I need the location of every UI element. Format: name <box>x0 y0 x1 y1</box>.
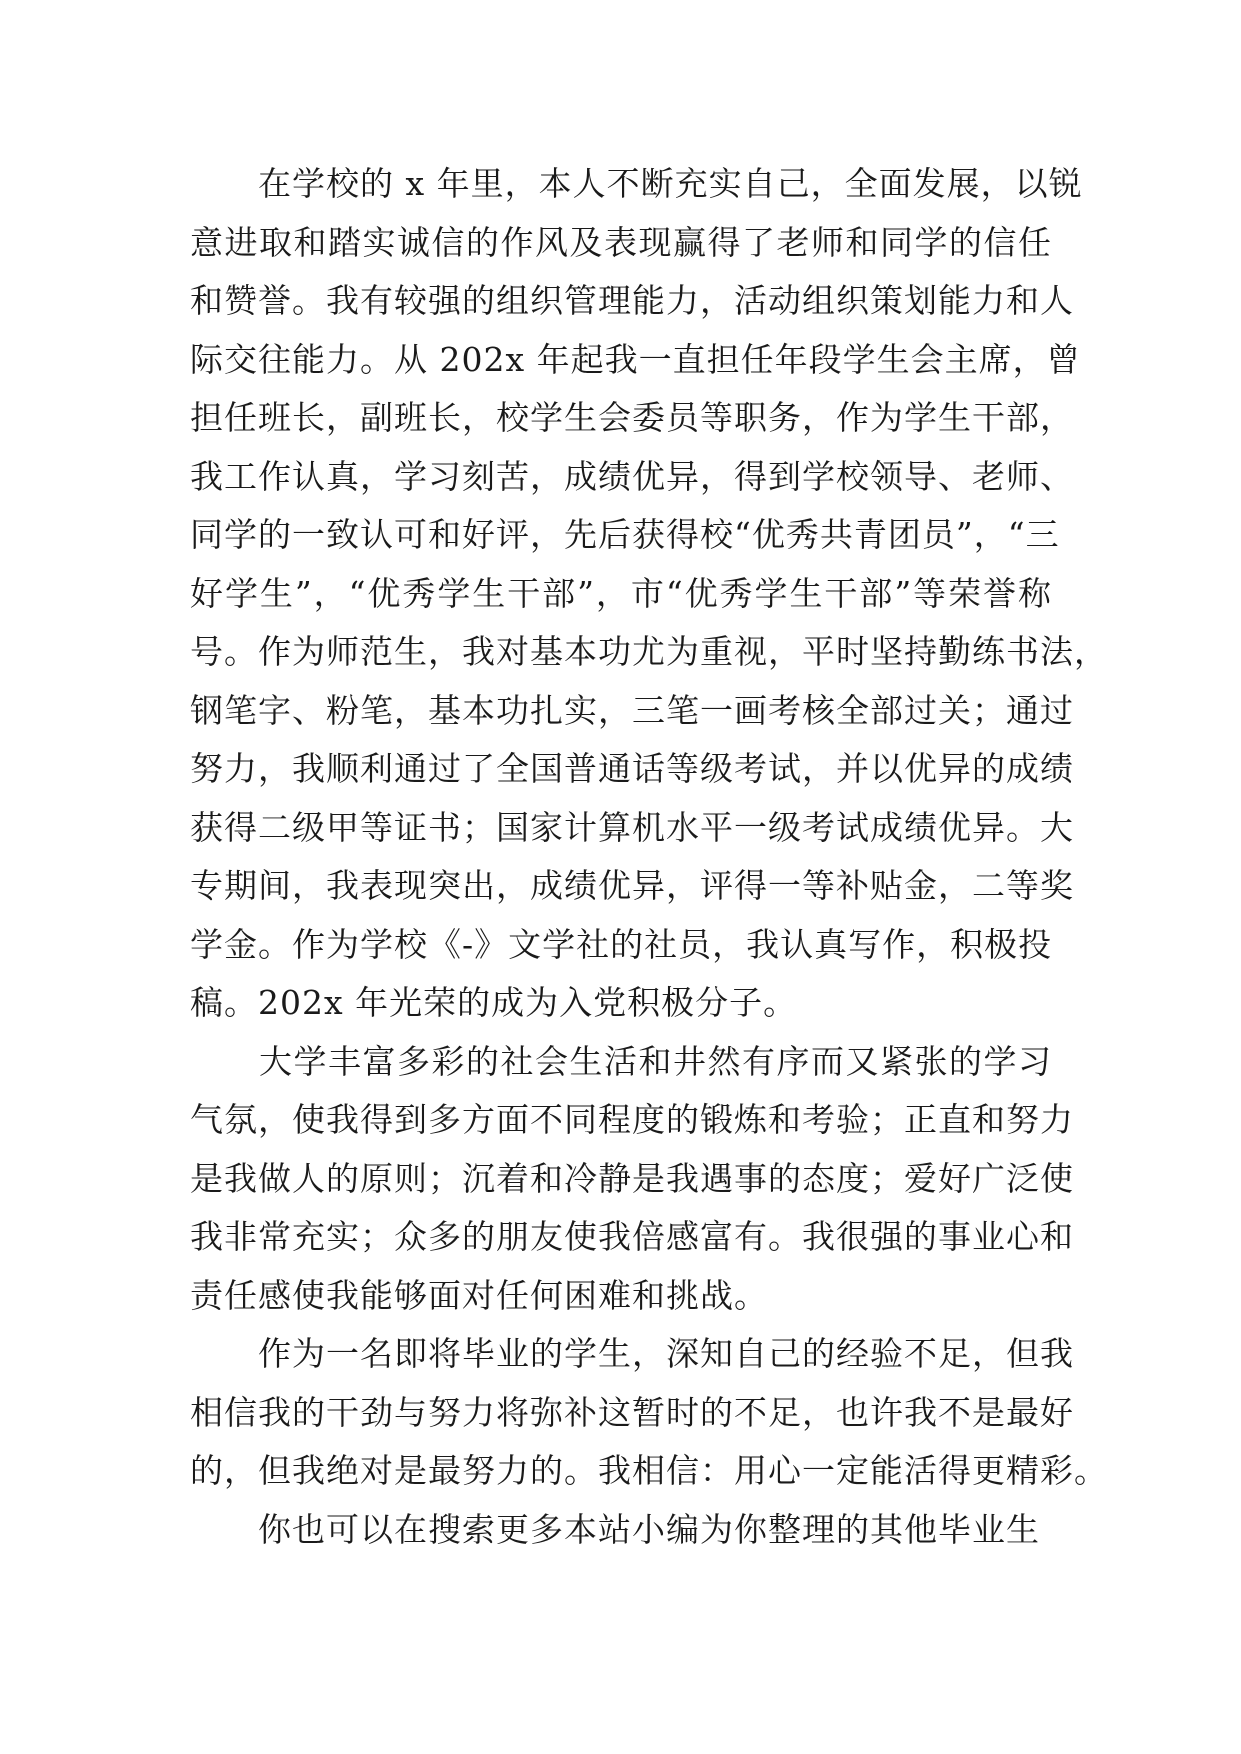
text-line: 大学丰富多彩的社会生活和井然有序而又紧张的学习 <box>190 1041 1052 1081</box>
text-line: 意进取和踏实诚信的作风及表现赢得了老师和同学的信任 <box>190 222 1052 262</box>
text-line: 我工作认真，学习刻苦，成绩优异，得到学校领导、老师、 <box>190 456 1074 496</box>
text-line: 责任感使我能够面对任何困难和挑战。 <box>190 1275 768 1315</box>
text-line: 作为一名即将毕业的学生，深知自己的经验不足，但我 <box>190 1334 1074 1373</box>
text-line: 的，但我绝对是最努力的。我相信：用心一定能活得更精彩。 <box>190 1451 1108 1490</box>
text-line: 在学校的 x 年里，本人不断充实自己，全面发展，以锐 <box>190 164 1083 203</box>
document-body <box>190 155 1108 1559</box>
text-line: 努力，我顺利通过了全国普通话等级考试，并以优异的成绩 <box>190 749 1074 788</box>
text-line: 担任班长，副班长，校学生会委员等职务，作为学生干部， <box>190 398 1074 437</box>
text-line: 我非常充实；众多的朋友使我倍感富有。我很强的事业心和 <box>190 1217 1074 1256</box>
paragraph-1 <box>190 155 1108 1033</box>
text-line: 学金。作为学校《-》文学社的社员，我认真写作，积极投 <box>190 924 1053 964</box>
text-line: 气氛，使我得到多方面不同程度的锻炼和考验；正直和努力 <box>190 1100 1074 1139</box>
text-line: 号。作为师范生，我对基本功尤为重视，平时坚持勤练书法， <box>190 632 1108 671</box>
text-line: 专期间，我表现突出，成绩优异，评得一等补贴金，二等奖 <box>190 866 1074 905</box>
text-line: 获得二级甲等证书；国家计算机水平一级考试成绩优异。大 <box>190 807 1074 847</box>
paragraph-4 <box>190 1501 1052 1560</box>
text-line: 和赞誉。我有较强的组织管理能力，活动组织策划能力和人 <box>190 281 1074 320</box>
text-line: 同学的一致认可和好评，先后获得校“优秀共青团员”，“三 <box>190 515 1060 554</box>
paragraph-3 <box>190 1325 1108 1501</box>
text-line: 际交往能力。从 202x 年起我一直担任年段学生会主席，曾 <box>190 339 1081 379</box>
text-line: 相信我的干劲与努力将弥补这暂时的不足，也许我不是最好 <box>190 1392 1074 1432</box>
text-line: 好学生”，“优秀学生干部”，市“优秀学生干部”等荣誉称 <box>190 573 1052 613</box>
text-line: 你也可以在搜索更多本站小编为你整理的其他毕业生 <box>190 1509 1040 1549</box>
text-line: 钢笔字、粉笔，基本功扎实，三笔一画考核全部过关；通过 <box>190 690 1074 730</box>
text-line: 稿。202x 年光荣的成为入党积极分子。 <box>190 983 798 1022</box>
text-line: 是我做人的原则；沉着和冷静是我遇事的态度；爱好广泛使 <box>190 1158 1074 1198</box>
paragraph-2 <box>190 1033 1074 1326</box>
